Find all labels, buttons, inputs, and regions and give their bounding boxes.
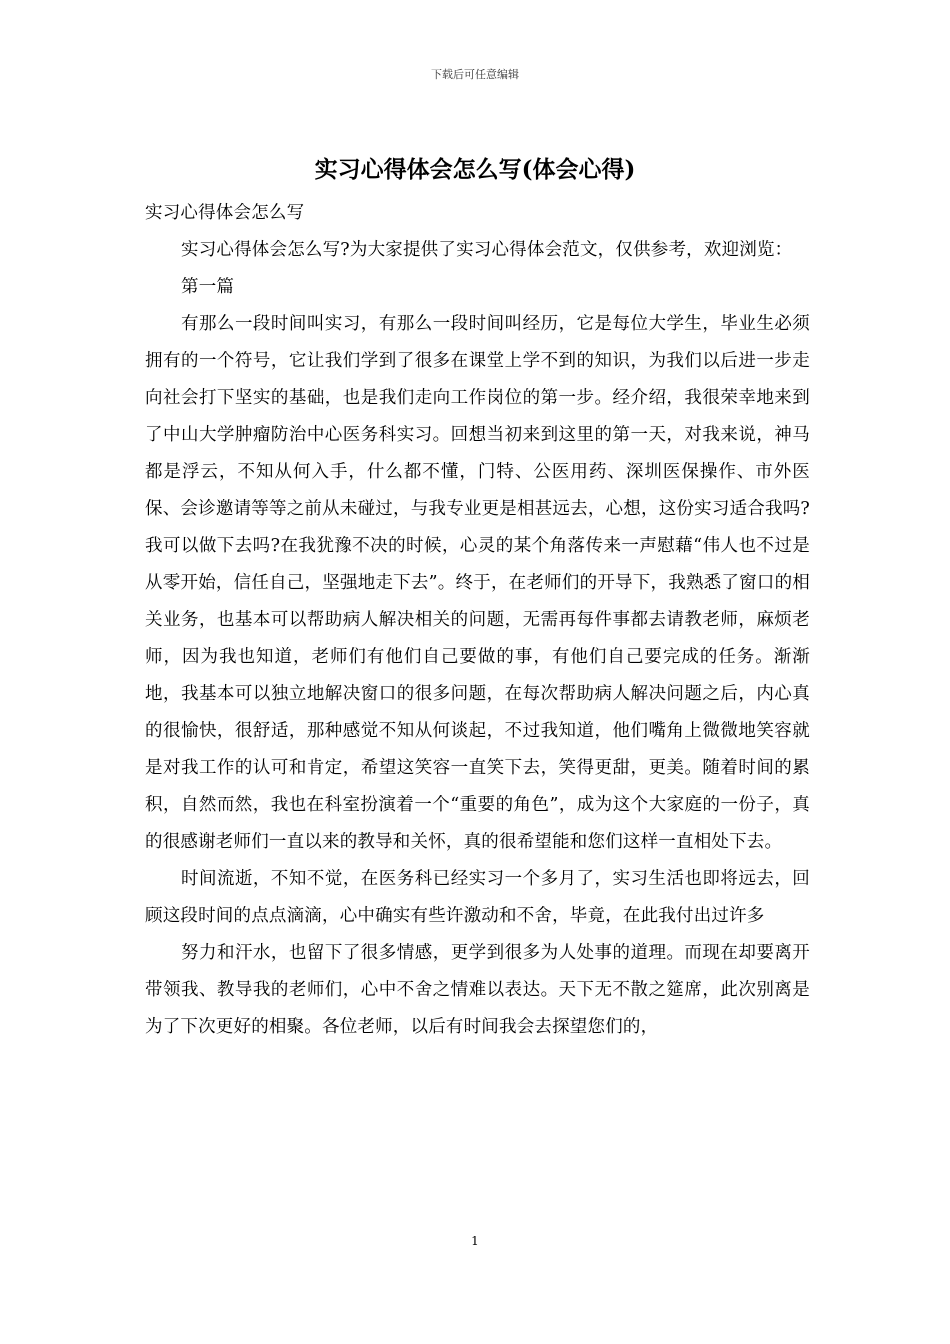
page-header: 下载后可任意编辑	[431, 68, 519, 81]
document-subtitle: 实习心得体会怎么写	[145, 203, 305, 223]
body-paragraph: 时间流逝，不知不觉，在医务科已经实习一个多月了，实习生活也即将远去，回顾这段时间的点点滴滴，心中确实有些许激动和不舍，毕竟，在此我付出过许多	[145, 869, 810, 926]
intro-paragraph: 实习心得体会怎么写?为大家提供了实习心得体会范文，仅供参考，欢迎浏览：	[181, 240, 793, 260]
body-paragraph: 有那么一段时间叫实习，有那么一段时间叫经历，它是每位大学生，毕业生必须拥有的一个符号，它让我们学到了很多在课堂上学不到的知识，为我们以后进一步走向社会打下坚实的基础，也是我们走向工作岗位的第一步。经介绍，我很荣幸地来到了中山大学肿瘤防治中心医务科实习。回想当初来到这里的第一天，对我来说，神马都是浮云，不知从何入手，什么都不懂，门特、公医用药、深圳医保操作、市外医保、会诊邀请等等之前从未碰过，与我专业更是相甚远去，心想，这份实习适合我吗?我可以做下去吗?在我犹豫不决的时候，心灵的某个角落传来一声慰藉“伟人也不过是从零开始，信任自己，坚强地走下去”。终于，在老师们的开导下，我熟悉了窗口的相关业务，也基本可以帮助病人解决相关的问题，无需再每件事都去请教老师，麻烦老师，因为我也知道，老师们有他们自己要做的事，有他们自己要完成的任务。渐渐地，我基本可以独立地解决窗口的很多问题，在每次帮助病人解决问题之后，内心真的很愉快，很舒适，那种感觉不知从何谈起，不过我知道，他们嘴角上微微地笑容就是对我工作的认可和肯定，希望这笑容一直笑下去，笑得更甜，更美。随着时间的累积，自然而然，我也在科室扮演着一个“重要的角色”，成为这个大家庭的一份子，真的很感谢老师们一直以来的教导和关怀，真的很希望能和您们这样一直相处下去。	[145, 314, 810, 852]
section-heading: 第一篇	[181, 277, 235, 297]
body-paragraph: 努力和汗水，也留下了很多情感，更学到很多为人处事的道理。而现在却要离开带领我、教导我的老师们，心中不舍之情难以表达。天下无不散之筵席，此次别离是为了下次更好的相聚。各位老师，以后有时间我会去探望您们的，	[145, 943, 810, 1037]
page-number: 1	[471, 1234, 479, 1248]
document-title: 实习心得体会怎么写(体会心得)	[314, 156, 636, 183]
document-body	[145, 195, 810, 1046]
